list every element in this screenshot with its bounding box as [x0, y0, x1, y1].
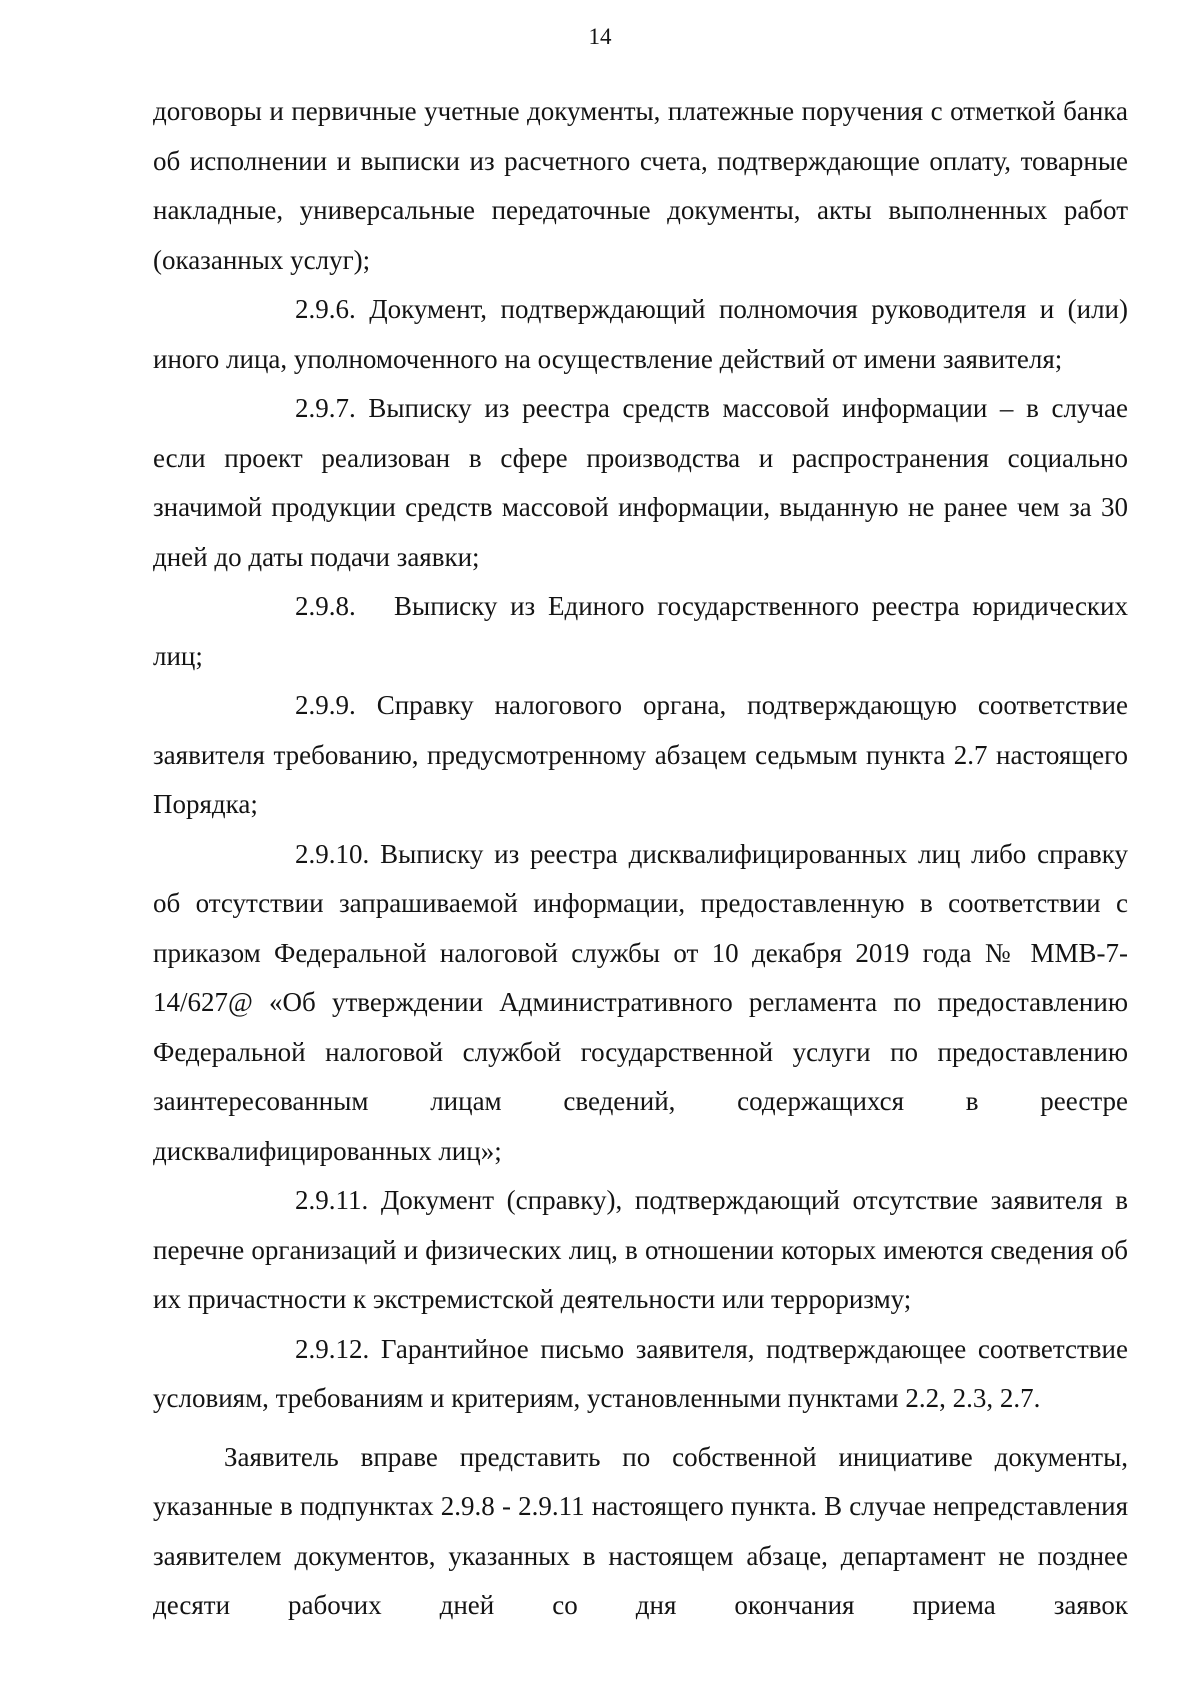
page-number: 14: [588, 24, 612, 49]
paragraph-text: Гарантийное письмо заявителя, подтверждающее соответствие условиям, требованиям и критериям, установленными пунктами 2.2, 2.3, 2.7.: [153, 1333, 1128, 1413]
paragraph-2-9-10: [153, 830, 1128, 1177]
paragraph-applicant-right: [153, 1433, 1128, 1631]
paragraph-2-9-9: [153, 681, 1128, 830]
paragraph-text: Заявитель вправе представить по собственной инициативе документы, указанные в подпунктах 2.9.8 - 2.9.11 настоящего пункта. В случае непредставления заявителем документов, указанных в настоящем абзаце, департамент не позднее десяти рабочих дней со дня окончания приема заявок: [153, 1441, 1128, 1620]
clause-number: 2.9.8.: [295, 591, 356, 621]
paragraph-text: Документ (справку), подтверждающий отсутствие заявителя в перечне организаций и физических лиц, в отношении которых имеются сведения об их причастности к экстремистской деятельности или терроризму;: [153, 1185, 1129, 1314]
clause-number: 2.9.6.: [295, 294, 356, 324]
clause-number: 2.9.9.: [295, 690, 356, 720]
paragraph-text: Выписку из реестра средств массовой информации – в случае если проект реализован в сфере производства и распространения социально значимой продукции средств массовой информации, выданную не ранее чем за 30 дней до даты подачи заявки;: [153, 393, 1128, 572]
paragraph-2-9-6: [153, 285, 1128, 384]
paragraph-text: договоры и первичные учетные документы, платежные поручения с отметкой банка об исполнении и выписки из расчетного счета, подтверждающие оплату, товарные накладные, универсальные передаточные документы, акты выполненных работ (оказанных услуг);: [153, 96, 1128, 275]
paragraph-2-9-7: [153, 384, 1128, 582]
paragraph-text: Выписку из реестра дисквалифицированных лиц либо справку об отсутствии запрашиваемой информации, предоставленную в соответствии с приказом Федеральной налоговой службы от 10 декабря 2019 года № ММВ-7-14/627@ «Об утверждении Административного регламента по предоставлению Федеральной налоговой службой государственной услуги по предоставлению заинтересованным лицам сведений, содержащихся в реестре дисквалифицированных лиц»;: [153, 838, 1129, 1166]
paragraph-text: Документ, подтверждающий полномочия руководителя и (или) иного лица, уполномоченного на осуществление действий от имени заявителя;: [153, 294, 1128, 374]
paragraph-2-9-12: [153, 1325, 1128, 1424]
paragraph-text: Справку налогового органа, подтверждающую соответствие заявителя требованию, предусмотренному абзацем седьмым пункта 2.7 настоящего Порядка;: [153, 690, 1128, 819]
clause-number: 2.9.10.: [295, 838, 370, 869]
paragraph-continuation: [153, 87, 1128, 285]
clause-number: 2.9.11.: [295, 1185, 369, 1215]
paragraph-2-9-11: [153, 1176, 1128, 1325]
clause-number: 2.9.12.: [295, 1333, 370, 1364]
paragraph-text: Выписку из Единого государственного реестра юридических лиц;: [153, 591, 1128, 671]
paragraph-2-9-8: [153, 582, 1128, 681]
document-body: [153, 87, 1128, 1631]
clause-number: 2.9.7.: [295, 393, 356, 423]
